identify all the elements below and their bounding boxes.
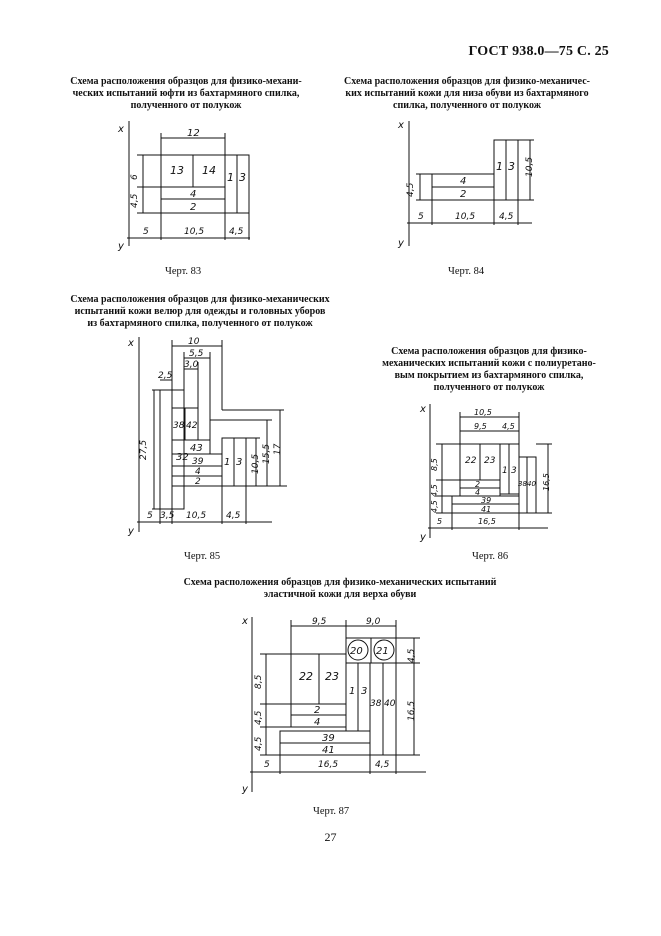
page-number: 27 bbox=[324, 830, 337, 844]
svg-text:14: 14 bbox=[202, 164, 216, 177]
svg-text:10,5: 10,5 bbox=[186, 511, 207, 521]
svg-text:20: 20 bbox=[350, 646, 363, 657]
svg-text:y: y bbox=[420, 532, 426, 543]
svg-text:2,5: 2,5 bbox=[158, 371, 173, 381]
svg-text:2: 2 bbox=[190, 202, 197, 213]
svg-text:5,5: 5,5 bbox=[189, 349, 204, 359]
svg-text:9,0: 9,0 bbox=[366, 617, 381, 627]
svg-text:39: 39 bbox=[481, 496, 492, 505]
svg-text:4,5: 4,5 bbox=[430, 484, 439, 497]
svg-text:x: x bbox=[242, 616, 248, 627]
svg-text:3: 3 bbox=[361, 686, 368, 697]
svg-text:39: 39 bbox=[322, 733, 335, 744]
svg-text:5: 5 bbox=[437, 517, 443, 526]
svg-text:41: 41 bbox=[481, 505, 492, 514]
svg-text:y: y bbox=[398, 238, 404, 249]
svg-text:3: 3 bbox=[508, 160, 515, 173]
figure-87-caption: Черт. 87 bbox=[313, 806, 350, 817]
figure-86-diagram bbox=[418, 400, 568, 545]
figure-84-diagram bbox=[392, 118, 552, 258]
svg-text:1: 1 bbox=[227, 171, 234, 184]
svg-text:1: 1 bbox=[502, 466, 508, 476]
figure-83-diagram bbox=[110, 118, 270, 258]
figure-83-title: Схема расположения образцов для физико-механи- ческих испытаний юфти из бахтармяного спилка, полученного от полукож bbox=[70, 76, 302, 111]
svg-text:10,5: 10,5 bbox=[251, 453, 261, 474]
svg-text:15,5: 15,5 bbox=[262, 443, 272, 464]
svg-text:5: 5 bbox=[264, 760, 270, 770]
svg-text:23: 23 bbox=[484, 456, 496, 466]
svg-text:10,5: 10,5 bbox=[184, 227, 205, 237]
svg-text:4,5: 4,5 bbox=[254, 710, 264, 725]
svg-text:y: y bbox=[242, 784, 248, 795]
svg-text:4,5: 4,5 bbox=[430, 500, 439, 513]
svg-text:2: 2 bbox=[195, 477, 201, 487]
figure-85-title: Схема расположения образцов для физико-механических испытаний кожи велюр для одежды и головных уборов из бахтармяного спилка, полученного от полукож bbox=[70, 294, 330, 329]
svg-text:32: 32 bbox=[176, 452, 189, 463]
svg-text:y: y bbox=[118, 241, 124, 252]
svg-text:3,5: 3,5 bbox=[160, 511, 175, 521]
svg-text:13: 13 bbox=[170, 164, 184, 177]
svg-text:42: 42 bbox=[186, 421, 198, 431]
svg-text:2: 2 bbox=[460, 189, 467, 200]
svg-text:10,5: 10,5 bbox=[525, 156, 535, 177]
document-header: ГОСТ 938.0—75 С. 25 bbox=[468, 44, 609, 59]
svg-text:16,5: 16,5 bbox=[478, 517, 496, 526]
svg-text:21: 21 bbox=[376, 646, 389, 657]
svg-text:4,5: 4,5 bbox=[226, 511, 241, 521]
svg-text:10,5: 10,5 bbox=[455, 212, 476, 222]
svg-text:16,5: 16,5 bbox=[318, 760, 339, 770]
svg-text:y: y bbox=[128, 526, 134, 537]
svg-text:4,5: 4,5 bbox=[254, 736, 264, 751]
svg-text:4,5: 4,5 bbox=[229, 227, 244, 237]
figure-84-caption: Черт. 84 bbox=[448, 266, 485, 277]
svg-text:8,5: 8,5 bbox=[430, 458, 439, 471]
figure-86-title: Схема расположения образцов для физико- механических испытаний кожи с полиуретано- вым покрытием из бахтармяного спилка, полученного от полукож bbox=[382, 346, 596, 393]
svg-text:4: 4 bbox=[314, 717, 321, 728]
svg-text:41: 41 bbox=[322, 745, 335, 756]
svg-text:40: 40 bbox=[527, 480, 536, 488]
figure-85-diagram bbox=[122, 332, 302, 542]
svg-text:4,5: 4,5 bbox=[502, 422, 515, 431]
svg-text:5: 5 bbox=[147, 511, 153, 521]
svg-text:3: 3 bbox=[239, 171, 246, 184]
svg-text:22: 22 bbox=[465, 456, 477, 466]
svg-text:16,5: 16,5 bbox=[407, 700, 417, 721]
svg-text:10: 10 bbox=[188, 337, 200, 347]
svg-text:12: 12 bbox=[187, 128, 200, 139]
svg-text:17: 17 bbox=[273, 443, 283, 455]
svg-text:10,5: 10,5 bbox=[474, 408, 492, 417]
svg-text:x: x bbox=[118, 124, 124, 135]
svg-text:38: 38 bbox=[518, 480, 527, 488]
svg-text:1: 1 bbox=[224, 457, 231, 468]
svg-text:x: x bbox=[398, 120, 404, 131]
figure-85-caption: Черт. 85 bbox=[184, 551, 221, 562]
svg-text:4,5: 4,5 bbox=[130, 193, 140, 208]
svg-text:4,5: 4,5 bbox=[406, 182, 416, 197]
svg-text:9,5: 9,5 bbox=[474, 422, 487, 431]
svg-text:40: 40 bbox=[384, 699, 396, 709]
svg-text:4: 4 bbox=[475, 488, 481, 497]
svg-text:1: 1 bbox=[349, 686, 356, 697]
figure-83-caption: Черт. 83 bbox=[165, 266, 202, 277]
figure-84-title: Схема расположения образцов для физико-механичес- ких испытаний кожи для низа обуви из бахтармяного спилка, полученного от полукож bbox=[343, 76, 591, 111]
svg-text:3: 3 bbox=[236, 457, 243, 468]
svg-text:38: 38 bbox=[173, 421, 185, 431]
svg-text:43: 43 bbox=[190, 443, 203, 454]
svg-text:2: 2 bbox=[314, 705, 321, 716]
svg-text:5: 5 bbox=[143, 227, 149, 237]
svg-text:4,5: 4,5 bbox=[499, 212, 514, 222]
figure-86-caption: Черт. 86 bbox=[472, 551, 509, 562]
svg-text:39: 39 bbox=[192, 457, 204, 467]
svg-text:9,5: 9,5 bbox=[312, 617, 327, 627]
figure-87-title: Схема расположения образцов для физико-механических испытаний эластичной кожи для верха обуви bbox=[183, 577, 497, 600]
svg-text:4,5: 4,5 bbox=[375, 760, 390, 770]
svg-text:27,5: 27,5 bbox=[139, 439, 149, 460]
svg-text:22: 22 bbox=[299, 670, 313, 683]
figure-87-diagram bbox=[236, 612, 436, 802]
svg-text:4: 4 bbox=[460, 176, 467, 187]
svg-text:3,0: 3,0 bbox=[184, 360, 199, 370]
svg-text:16,5: 16,5 bbox=[542, 473, 551, 491]
svg-text:5: 5 bbox=[418, 212, 424, 222]
svg-text:1: 1 bbox=[496, 160, 503, 173]
svg-text:6: 6 bbox=[130, 174, 140, 180]
svg-text:x: x bbox=[420, 404, 426, 415]
svg-text:3: 3 bbox=[511, 466, 517, 476]
svg-text:4: 4 bbox=[195, 467, 201, 477]
svg-text:4: 4 bbox=[190, 189, 197, 200]
svg-text:x: x bbox=[128, 338, 134, 349]
svg-text:23: 23 bbox=[325, 670, 339, 683]
svg-text:8,5: 8,5 bbox=[254, 674, 264, 689]
svg-text:4,5: 4,5 bbox=[407, 648, 417, 663]
svg-text:2: 2 bbox=[475, 480, 481, 489]
svg-text:38: 38 bbox=[370, 699, 382, 709]
